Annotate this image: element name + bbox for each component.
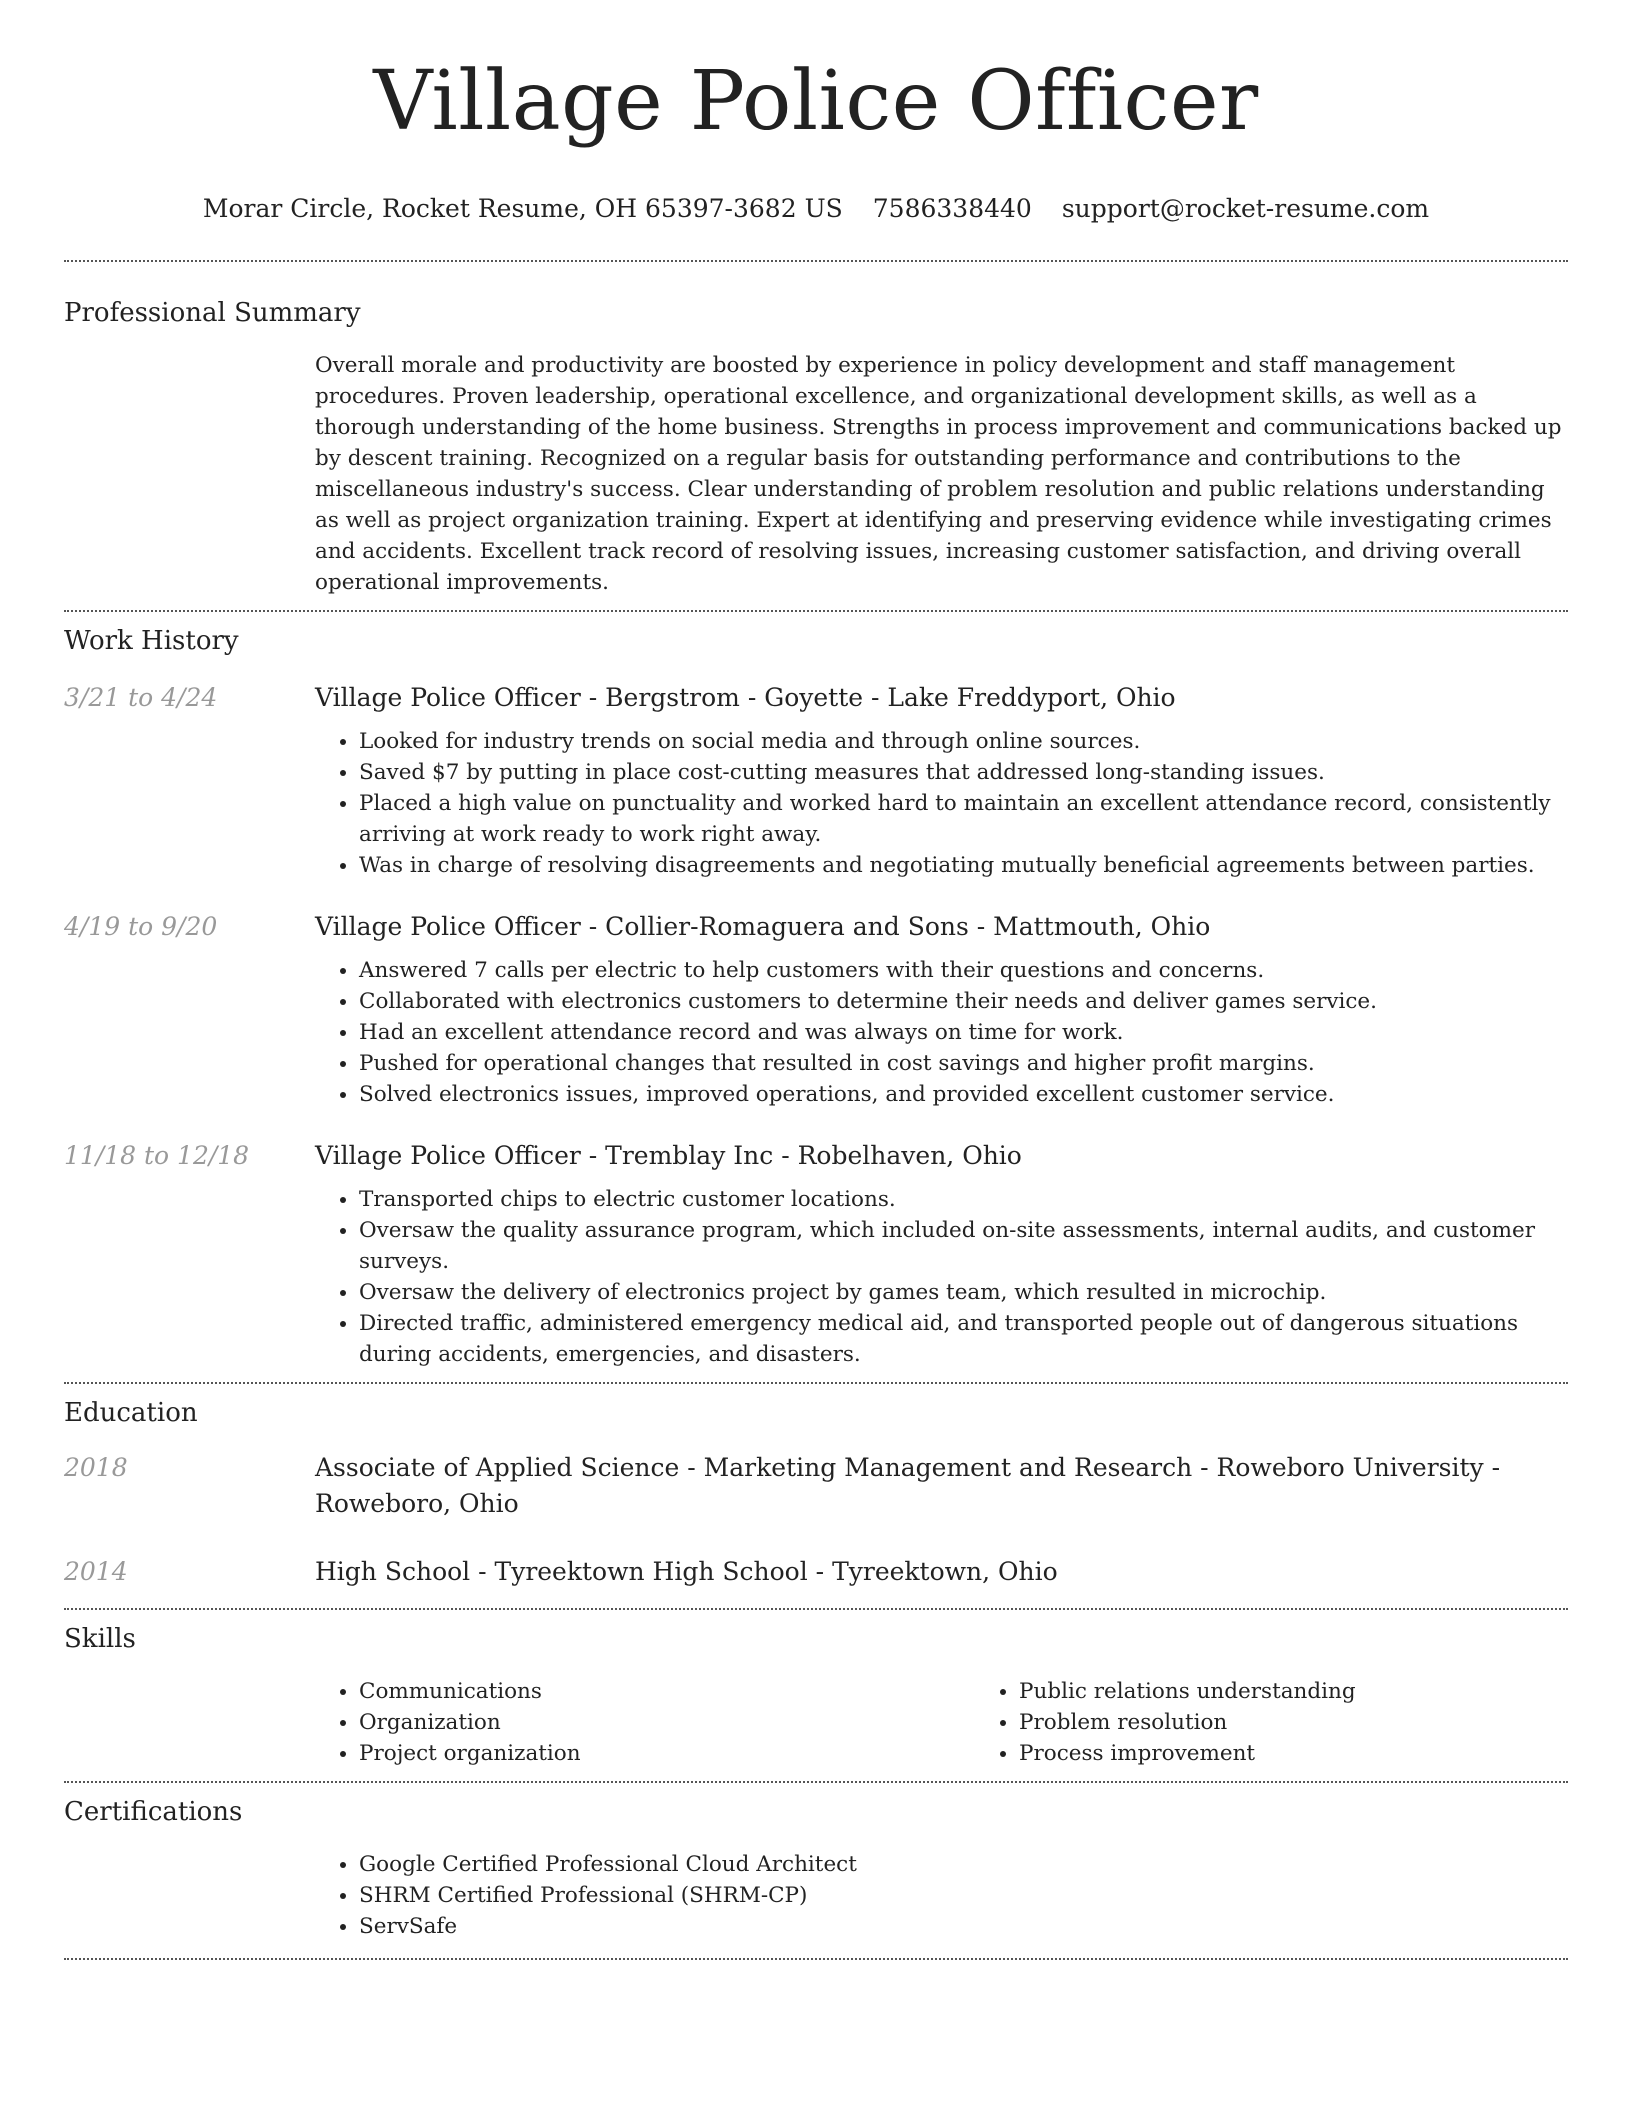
job-dates: 3/21 to 4/24 [64,683,218,712]
divider [64,1958,1568,1960]
section-title-work: Work History [64,626,239,656]
list-item: • Oversaw the quality assurance program, which included on-site assessments, internal audits, and customer surveys. [359,1215,1568,1277]
list-item: • Collaborated with electronics customers to determine their needs and deliver games service. [359,986,1568,1017]
list-item: • ServSafe [359,1911,1568,1942]
job-heading: Village Police Officer - Tremblay Inc - Robelhaven, Ohio [315,1141,1022,1170]
list-item: • Organization [359,1707,975,1738]
education-heading: Associate of Applied Science - Marketing Management and Research - Roweboro University - Roweboro, Ohio [315,1453,1501,1518]
job-heading: Village Police Officer - Collier-Romaguera and Sons - Mattmouth, Ohio [315,912,1211,941]
list-item: • Placed a high value on punctuality and worked hard to maintain an excellent attendance record, consistently arriving at work ready to work right away. [359,788,1568,850]
list-item: • Process improvement [1019,1738,1632,1769]
education-year: 2014 [64,1557,128,1586]
certifications-list [315,1849,1568,1942]
list-item: • Had an excellent attendance record and was always on time for work. [359,1017,1568,1048]
list-item: • Public relations understanding [1019,1676,1632,1707]
skills-list-left [315,1676,975,1769]
contact-address: Morar Circle, Rocket Resume, OH 65397-3682 US [202,194,843,223]
section-title-education: Education [64,1398,198,1428]
list-item: • Saved $7 by putting in place cost-cutting measures that addressed long-standing issues. [359,757,1568,788]
list-item: • Directed traffic, administered emergency medical aid, and transported people out of dangerous situations during accidents, emergencies, and disasters. [359,1308,1568,1370]
resume-name: Village Police Officer [373,54,1259,149]
contact-line [64,192,1568,226]
list-item: • Was in charge of resolving disagreements and negotiating mutually beneficial agreements between parties. [359,850,1568,881]
list-item: • Communications [359,1676,975,1707]
job-dates: 4/19 to 9/20 [64,912,218,941]
skills-list-right [975,1676,1632,1769]
contact-phone: 7586338440 [872,194,1032,223]
list-item: • Looked for industry trends on social media and through online sources. [359,726,1568,757]
education-year: 2018 [64,1453,128,1482]
summary-section [64,262,1568,598]
list-item: • Pushed for operational changes that resulted in cost savings and higher profit margins. [359,1048,1568,1079]
contact-email: support@rocket-resume.com [1061,194,1430,223]
certifications-section [64,1783,1568,1942]
job-bullets [315,955,1568,1110]
work-history-section [64,612,1568,1370]
education-heading: High School - Tyreektown High School - Tyreektown, Ohio [315,1557,1058,1586]
job-entry [64,680,1568,881]
job-entry [64,909,1568,1110]
education-entry [64,1450,1568,1522]
list-item: • Oversaw the delivery of electronics project by games team, which resulted in microchip. [359,1277,1568,1308]
education-section [64,1384,1568,1590]
job-bullets [315,1184,1568,1370]
job-entry [64,1138,1568,1370]
list-item: • SHRM Certified Professional (SHRM-CP) [359,1880,1568,1911]
list-item: • Problem resolution [1019,1707,1632,1738]
list-item: • Transported chips to electric customer locations. [359,1184,1568,1215]
section-title-certifications: Certifications [64,1797,243,1827]
list-item: • Project organization [359,1738,975,1769]
education-entry [64,1554,1568,1590]
summary-text: Overall morale and productivity are boosted by experience in policy development and staff management procedures. Proven leadership, operational excellence, and organizational development skills, as well as a thorough understanding of the home business. Strengths in process improvement and communications backed up by descent training. Recognized on a regular basis for outstanding performance and contributions to the miscellaneous industry's success. Clear understanding of problem resolution and public relations understanding as well as project organization training. Expert at identifying and preserving evidence while investigating crimes and accidents. Excellent track record of resolving issues, increasing customer satisfaction, and driving overall operational improvements. [315,353,1562,595]
job-bullets [315,726,1568,881]
section-title-skills: Skills [64,1624,136,1654]
list-item: • Google Certified Professional Cloud Architect [359,1849,1568,1880]
job-heading: Village Police Officer - Bergstrom - Goyette - Lake Freddyport, Ohio [315,683,1176,712]
list-item: • Solved electronics issues, improved operations, and provided excellent customer service. [359,1079,1568,1110]
skills-section [64,1610,1568,1769]
section-title-summary: Professional Summary [64,298,361,328]
list-item: • Answered 7 calls per electric to help customers with their questions and concerns. [359,955,1568,986]
job-dates: 11/18 to 12/18 [64,1141,250,1170]
